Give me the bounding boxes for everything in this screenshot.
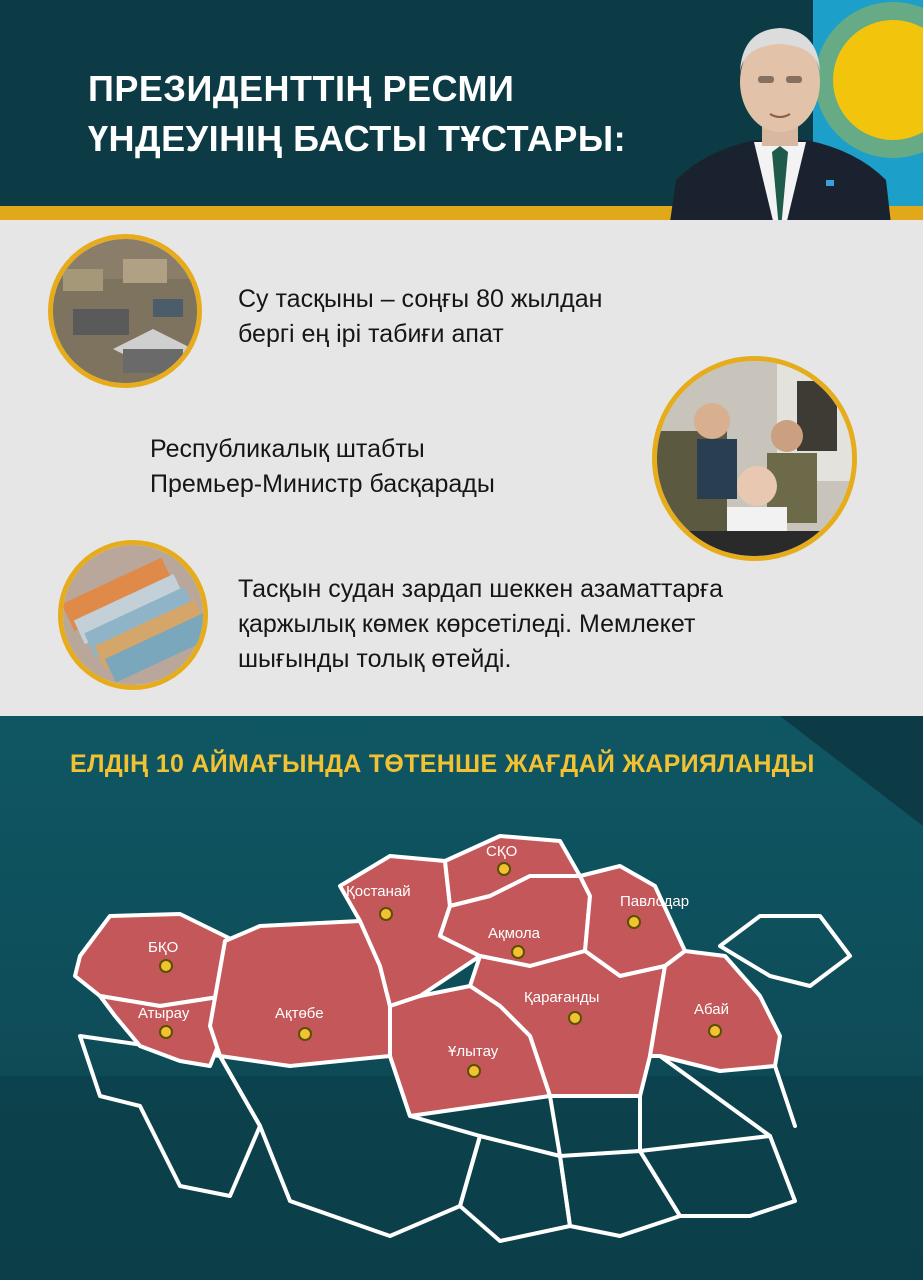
marker-abai xyxy=(709,1025,721,1037)
flood-photo xyxy=(48,234,202,388)
region-east xyxy=(640,1136,795,1216)
marker-kostanay xyxy=(380,908,392,920)
money-photo-image xyxy=(63,545,203,685)
point-1-line-1: Су тасқыны – соңғы 80 жылдан xyxy=(238,285,603,313)
marker-akmola xyxy=(512,946,524,958)
label-aktobe: Ақтөбе xyxy=(275,1005,324,1022)
page-title xyxy=(88,64,626,164)
point-2-line-1: Республикалық штабты xyxy=(150,435,425,463)
label-abai: Абай xyxy=(694,1001,729,1018)
marker-karaganda xyxy=(569,1012,581,1024)
point-3-text xyxy=(238,572,723,677)
marker-ulytau xyxy=(468,1065,480,1077)
region-aktobe-shape xyxy=(210,921,390,1066)
region-south-west xyxy=(80,1036,260,1196)
point-1-line-2: бергі ең ірі табиғи апат xyxy=(238,320,504,348)
label-atyrau: Атырау xyxy=(138,1005,190,1022)
kazakhstan-map xyxy=(60,806,860,1246)
point-3-line-2: қаржылық көмек көрсетіледі. Мемлекет xyxy=(238,610,696,638)
point-3-line-1: Тасқын судан зардап шеккен азаматтарға xyxy=(238,575,724,603)
label-akmola: Ақмола xyxy=(488,925,540,942)
label-bko: БҚО xyxy=(148,939,179,956)
marker-bko xyxy=(160,960,172,972)
money-photo xyxy=(58,540,208,690)
flood-photo-image xyxy=(53,239,197,383)
key-points-section xyxy=(0,220,923,716)
label-ulytau: Ұлытау xyxy=(448,1043,499,1060)
marker-aktobe xyxy=(299,1028,311,1040)
label-sko: СҚО xyxy=(486,843,518,860)
label-karaganda: Қарағанды xyxy=(524,989,600,1006)
label-kostanay: Қостанай xyxy=(346,883,411,900)
headquarters-photo xyxy=(652,356,857,561)
point-2-text xyxy=(150,432,495,502)
region-bko-shape xyxy=(75,914,235,1006)
title-line-2: ҮНДЕУІНІҢ БАСТЫ ТҰСТАРЫ: xyxy=(88,118,627,159)
marker-pavlodar xyxy=(628,916,640,928)
emergency-title: ЕЛДІҢ 10 АЙМАҒЫНДА ТӨТЕНШЕ ЖАҒДАЙ ЖАРИЯЛАНДЫ xyxy=(70,750,815,778)
region-south-3 xyxy=(560,1151,680,1236)
point-2-line-2: Премьер-Министр басқарады xyxy=(150,470,495,498)
point-3-line-3: шығынды толық өтейді. xyxy=(238,645,512,673)
region-south-2 xyxy=(460,1136,570,1241)
title-line-1: ПРЕЗИДЕНТТІҢ РЕСМИ xyxy=(88,68,515,109)
marker-atyrau xyxy=(160,1026,172,1038)
label-pavlodar: Павлодар xyxy=(620,893,690,910)
president-portrait xyxy=(666,10,894,250)
point-1-text xyxy=(238,282,602,352)
headquarters-photo-image xyxy=(657,361,852,556)
map-section xyxy=(0,716,923,1280)
marker-sko xyxy=(498,863,510,875)
